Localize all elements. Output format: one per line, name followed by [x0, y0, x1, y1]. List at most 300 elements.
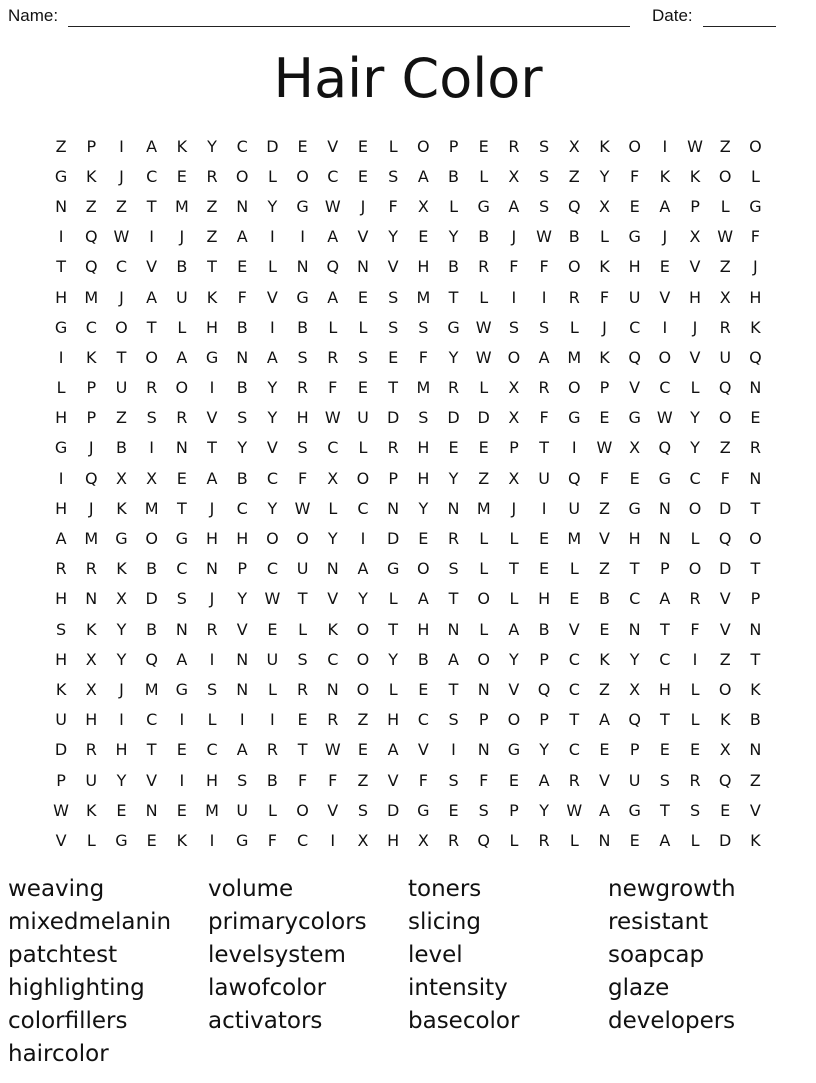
- grid-cell: N: [658, 498, 671, 518]
- grid-cell: W: [596, 438, 613, 458]
- word-bank-item: glaze: [608, 975, 670, 1001]
- grid-cell: O: [658, 347, 672, 367]
- word-bank-item: highlighting: [8, 975, 145, 1001]
- grid-cell: R: [176, 408, 188, 428]
- grid-cell: I: [662, 317, 668, 337]
- grid-cell: W: [324, 408, 341, 428]
- grid-cell: R: [297, 378, 309, 398]
- grid-cell: L: [358, 438, 368, 458]
- grid-cell: S: [237, 770, 248, 790]
- grid-row: [46, 373, 771, 403]
- grid-cell: S: [297, 649, 308, 669]
- grid-cell: I: [511, 287, 517, 307]
- grid-cell: C: [327, 649, 339, 669]
- grid-cell: Y: [237, 438, 248, 458]
- grid-cell: H: [55, 408, 68, 428]
- grid-cell: I: [179, 770, 185, 790]
- grid-cell: N: [749, 619, 762, 639]
- grid-row: [46, 735, 771, 765]
- grid-cell: T: [448, 679, 459, 699]
- grid-cell: Z: [719, 257, 731, 277]
- grid-cell: S: [448, 710, 459, 730]
- grid-cell: X: [115, 589, 127, 609]
- grid-cell: G: [386, 559, 400, 579]
- grid-cell: V: [719, 619, 731, 639]
- grid-cell: Q: [567, 196, 581, 216]
- page-title: Hair Color: [273, 47, 543, 110]
- grid-cell: E: [176, 166, 187, 186]
- grid-row: [46, 433, 771, 463]
- grid-cell: T: [629, 559, 640, 579]
- date-label: Date:: [652, 6, 693, 25]
- grid-cell: A: [146, 136, 158, 156]
- grid-cell: E: [659, 257, 670, 277]
- grid-cell: I: [270, 227, 275, 247]
- grid-cell: U: [266, 649, 279, 669]
- grid-cell: F: [720, 468, 730, 488]
- grid-cell: B: [417, 649, 429, 669]
- grid-cell: J: [119, 287, 124, 307]
- grid-cell: A: [146, 287, 158, 307]
- grid-cell: U: [568, 498, 581, 518]
- grid-cell: F: [479, 770, 489, 790]
- grid-cell: M: [84, 287, 99, 307]
- grid-cell: Q: [84, 468, 98, 488]
- grid-cell: Z: [115, 196, 127, 216]
- grid-cell: G: [115, 830, 128, 850]
- word-bank-item: newgrowth: [608, 876, 736, 902]
- grid-cell: K: [659, 166, 671, 186]
- grid-cell: A: [176, 347, 188, 367]
- grid-cell: Q: [628, 347, 641, 367]
- grid-cell: M: [205, 800, 219, 820]
- grid-cell: S: [206, 679, 218, 699]
- grid-cell: T: [750, 498, 761, 518]
- grid-cell: C: [176, 559, 188, 579]
- grid-cell: X: [629, 679, 641, 699]
- grid-cell: I: [58, 468, 64, 488]
- grid-cell: O: [115, 317, 128, 337]
- grid-cell: R: [508, 136, 520, 156]
- grid-cell: P: [539, 710, 549, 730]
- grid-cell: L: [569, 559, 579, 579]
- grid-cell: L: [388, 136, 398, 156]
- grid-cell: A: [357, 559, 369, 579]
- grid-cell: T: [146, 196, 157, 216]
- grid-cell: T: [659, 619, 670, 639]
- grid-cell: A: [327, 287, 339, 307]
- grid-cell: R: [206, 619, 218, 639]
- grid-cell: L: [358, 317, 368, 337]
- grid-cell: M: [84, 529, 99, 549]
- grid-cell: Z: [206, 227, 218, 247]
- grid-cell: F: [418, 770, 428, 790]
- grid-cell: Q: [718, 378, 732, 398]
- grid-cell: E: [146, 830, 157, 850]
- grid-cell: E: [357, 378, 369, 398]
- grid-cell: N: [477, 679, 490, 699]
- grid-cell: P: [86, 378, 97, 398]
- grid-cell: G: [628, 227, 641, 247]
- grid-cell: O: [688, 559, 702, 579]
- grid-cell: C: [115, 257, 128, 277]
- grid-cell: N: [236, 679, 249, 699]
- grid-cell: Q: [326, 257, 340, 277]
- grid-cell: J: [119, 166, 124, 186]
- grid-cell: L: [479, 559, 489, 579]
- grid-cell: B: [448, 166, 460, 186]
- grid-cell: X: [417, 196, 429, 216]
- grid-cell: G: [236, 830, 249, 850]
- grid-cell: T: [207, 438, 217, 458]
- grid-cell: O: [145, 347, 158, 367]
- grid-cell: N: [55, 196, 68, 216]
- grid-cell: S: [297, 438, 308, 458]
- grid-cell: L: [569, 830, 579, 850]
- grid-cell: X: [629, 438, 641, 458]
- grid-cell: I: [541, 498, 547, 518]
- word-bank-item: volume: [208, 876, 294, 902]
- grid-cell: Q: [628, 710, 641, 730]
- grid-row: [46, 644, 771, 674]
- grid-cell: K: [86, 619, 97, 639]
- grid-cell: I: [692, 649, 698, 669]
- grid-cell: A: [236, 227, 248, 247]
- grid-cell: L: [479, 166, 489, 186]
- grid-cell: V: [327, 136, 339, 156]
- grid-cell: G: [447, 317, 460, 337]
- grid-cell: C: [689, 468, 701, 488]
- grid-cell: R: [447, 529, 460, 549]
- grid-cell: S: [689, 800, 701, 820]
- grid-cell: G: [296, 196, 309, 216]
- grid-cell: X: [508, 408, 520, 428]
- grid-cell: K: [599, 649, 610, 669]
- grid-cell: U: [357, 408, 369, 428]
- grid-cell: J: [360, 196, 366, 216]
- grid-cell: E: [629, 196, 640, 216]
- grid-cell: E: [418, 529, 429, 549]
- grid-cell: O: [296, 800, 309, 820]
- grid-cell: S: [539, 166, 550, 186]
- grid-cell: H: [55, 649, 68, 669]
- grid-cell: U: [55, 710, 67, 730]
- grid-cell: B: [297, 317, 309, 337]
- grid-cell: O: [507, 347, 521, 367]
- grid-cell: B: [266, 770, 278, 790]
- grid-cell: S: [357, 800, 369, 820]
- grid-cell: G: [115, 529, 128, 549]
- grid-cell: J: [119, 679, 124, 699]
- grid-cell: P: [539, 649, 549, 669]
- grid-cell: T: [659, 800, 670, 820]
- grid-cell: R: [327, 710, 339, 730]
- grid-cell: Z: [55, 136, 67, 156]
- grid-cell: E: [297, 136, 308, 156]
- grid-cell: N: [749, 468, 762, 488]
- grid-cell: F: [297, 468, 308, 488]
- grid-cell: H: [236, 529, 249, 549]
- grid-cell: V: [266, 438, 278, 458]
- grid-cell: Y: [539, 800, 549, 820]
- grid-cell: E: [629, 830, 640, 850]
- grid-cell: K: [116, 498, 127, 518]
- grid-cell: W: [687, 136, 703, 156]
- grid-cell: Q: [84, 227, 98, 247]
- grid-cell: Q: [658, 438, 672, 458]
- grid-cell: X: [115, 468, 127, 488]
- grid-cell: E: [629, 468, 640, 488]
- grid-cell: Z: [598, 498, 610, 518]
- grid-cell: T: [750, 559, 761, 579]
- grid-cell: I: [541, 287, 547, 307]
- grid-cell: V: [146, 770, 158, 790]
- grid-cell: Y: [267, 498, 278, 518]
- grid-cell: K: [750, 830, 761, 850]
- word-bank-column: [608, 873, 736, 1038]
- grid-cell: P: [509, 438, 519, 458]
- grid-cell: O: [417, 559, 430, 579]
- grid-cell: G: [628, 408, 641, 428]
- grid-cell: X: [357, 830, 369, 850]
- grid-cell: G: [54, 317, 68, 337]
- grid-cell: F: [267, 830, 277, 850]
- grid-cell: G: [749, 196, 762, 216]
- word-bank-item: primarycolors: [208, 909, 367, 935]
- grid-cell: E: [418, 227, 429, 247]
- grid-cell: V: [689, 257, 701, 277]
- grid-cell: R: [689, 589, 701, 609]
- grid-cell: T: [56, 257, 66, 277]
- grid-cell: E: [599, 408, 610, 428]
- grid-cell: L: [267, 166, 277, 186]
- grid-cell: J: [662, 227, 668, 247]
- grid-cell: I: [58, 347, 64, 367]
- grid-cell: H: [55, 498, 68, 518]
- grid-cell: H: [55, 589, 68, 609]
- grid-cell: W: [717, 227, 734, 247]
- grid-cell: V: [206, 408, 218, 428]
- grid-cell: O: [507, 710, 521, 730]
- grid-cell: K: [599, 257, 610, 277]
- grid-cell: L: [267, 800, 277, 820]
- grid-cell: B: [448, 257, 460, 277]
- grid-cell: E: [418, 679, 429, 699]
- grid-cell: H: [689, 287, 702, 307]
- grid-cell: J: [209, 589, 215, 609]
- grid-cell: O: [567, 257, 581, 277]
- grid-cell: L: [509, 589, 519, 609]
- grid-cell: N: [326, 679, 339, 699]
- grid-cell: X: [598, 196, 610, 216]
- grid-cell: K: [86, 800, 97, 820]
- grid-cell: T: [569, 710, 580, 730]
- grid-cell: S: [56, 619, 67, 639]
- grid-cell: R: [538, 378, 550, 398]
- grid-cell: L: [207, 710, 217, 730]
- grid-cell: U: [175, 287, 188, 307]
- grid-cell: Y: [599, 166, 610, 186]
- grid-cell: O: [477, 589, 491, 609]
- date-field[interactable]: [703, 26, 776, 27]
- grid-cell: Z: [478, 468, 490, 488]
- word-bank-item: soapcap: [608, 942, 705, 968]
- grid-cell: N: [598, 830, 611, 850]
- grid-cell: T: [388, 619, 399, 639]
- grid-cell: I: [149, 227, 155, 247]
- grid-cell: L: [479, 287, 489, 307]
- grid-cell: D: [266, 136, 279, 156]
- grid-cell: X: [568, 136, 580, 156]
- word-bank-column: [8, 873, 171, 1071]
- grid-cell: X: [417, 830, 429, 850]
- grid-cell: U: [85, 770, 98, 790]
- grid-cell: V: [568, 619, 580, 639]
- grid-cell: F: [690, 619, 700, 639]
- grid-cell: G: [205, 347, 219, 367]
- grid-cell: T: [176, 498, 187, 518]
- grid-cell: N: [206, 559, 219, 579]
- grid-cell: F: [750, 227, 760, 247]
- grid-cell: Z: [598, 679, 610, 699]
- grid-cell: L: [720, 196, 730, 216]
- grid-cell: V: [508, 679, 520, 699]
- grid-cell: P: [237, 559, 248, 579]
- grid-cell: F: [509, 257, 519, 277]
- grid-cell: C: [629, 317, 641, 337]
- grid-cell: V: [357, 227, 369, 247]
- grid-row: [46, 674, 771, 704]
- grid-cell: Y: [629, 649, 640, 669]
- grid-cell: J: [602, 317, 607, 337]
- grid-cell: N: [296, 257, 309, 277]
- grid-cell: R: [266, 740, 278, 760]
- grid-cell: E: [478, 136, 489, 156]
- grid-cell: S: [146, 408, 157, 428]
- grid-cell: O: [628, 136, 641, 156]
- grid-cell: T: [539, 438, 549, 458]
- grid-cell: M: [567, 529, 582, 549]
- grid-cell: C: [266, 559, 278, 579]
- grid-cell: P: [448, 136, 459, 156]
- grid-cell: S: [237, 408, 248, 428]
- word-bank-item: levelsystem: [208, 942, 346, 968]
- grid-cell: W: [566, 800, 583, 820]
- grid-cell: W: [324, 196, 341, 216]
- grid-cell: X: [327, 468, 339, 488]
- grid-cell: R: [749, 438, 761, 458]
- grid-cell: A: [659, 830, 671, 850]
- grid-cell: A: [508, 196, 520, 216]
- grid-cell: O: [356, 468, 370, 488]
- grid-cell: K: [599, 347, 610, 367]
- grid-cell: M: [476, 498, 491, 518]
- grid-cell: C: [297, 830, 309, 850]
- grid-cell: H: [749, 287, 762, 307]
- grid-cell: E: [237, 257, 248, 277]
- grid-cell: S: [448, 559, 459, 579]
- grid-cell: D: [54, 740, 68, 760]
- grid-cell: N: [447, 498, 460, 518]
- grid-cell: R: [568, 287, 580, 307]
- word-bank-item: slicing: [408, 909, 481, 935]
- grid-cell: S: [539, 317, 550, 337]
- grid-cell: L: [690, 830, 700, 850]
- grid-cell: C: [568, 649, 580, 669]
- word-search-grid: [46, 131, 771, 856]
- grid-cell: N: [236, 649, 249, 669]
- grid-cell: K: [599, 136, 610, 156]
- grid-cell: Z: [719, 438, 731, 458]
- grid-cell: C: [206, 740, 218, 760]
- grid-cell: H: [417, 468, 430, 488]
- grid-cell: A: [55, 529, 67, 549]
- grid-cell: L: [479, 619, 489, 639]
- grid-cell: X: [508, 468, 520, 488]
- grid-cell: U: [236, 800, 249, 820]
- grid-cell: N: [236, 347, 249, 367]
- grid-cell: Z: [357, 770, 369, 790]
- grid-row: [46, 584, 771, 614]
- grid-cell: H: [206, 317, 219, 337]
- grid-cell: B: [749, 710, 761, 730]
- grid-cell: Y: [388, 227, 399, 247]
- grid-row: [46, 463, 771, 493]
- grid-cell: R: [206, 166, 218, 186]
- grid-cell: A: [659, 196, 671, 216]
- grid-cell: L: [690, 679, 700, 699]
- grid-cell: H: [206, 529, 219, 549]
- grid-cell: Y: [267, 378, 278, 398]
- grid-cell: E: [116, 800, 127, 820]
- grid-cell: K: [327, 619, 339, 639]
- grid-cell: I: [451, 740, 456, 760]
- grid-cell: A: [417, 166, 429, 186]
- grid-cell: F: [539, 257, 549, 277]
- grid-cell: P: [660, 559, 670, 579]
- grid-cell: Y: [388, 649, 399, 669]
- grid-cell: L: [449, 196, 458, 216]
- grid-cell: C: [236, 136, 248, 156]
- grid-cell: F: [539, 408, 549, 428]
- name-field[interactable]: [68, 26, 630, 27]
- grid-cell: E: [599, 619, 610, 639]
- grid-cell: L: [750, 166, 760, 186]
- word-bank-item: intensity: [408, 975, 508, 1001]
- grid-cell: R: [689, 770, 701, 790]
- grid-cell: V: [146, 257, 158, 277]
- grid-cell: D: [386, 800, 400, 820]
- grid-cell: Y: [116, 770, 127, 790]
- grid-cell: U: [628, 770, 641, 790]
- grid-cell: Z: [749, 770, 761, 790]
- word-bank-column: [208, 873, 367, 1038]
- grid-cell: Y: [327, 529, 338, 549]
- grid-cell: M: [144, 498, 159, 518]
- grid-cell: S: [388, 287, 399, 307]
- grid-cell: D: [719, 830, 732, 850]
- grid-cell: E: [478, 438, 489, 458]
- grid-cell: P: [599, 378, 610, 398]
- grid-cell: X: [146, 468, 158, 488]
- grid-cell: H: [417, 619, 430, 639]
- grid-cell: Q: [84, 257, 98, 277]
- grid-cell: G: [507, 740, 521, 760]
- grid-cell: C: [85, 317, 97, 337]
- grid-cell: K: [719, 710, 731, 730]
- grid-cell: S: [388, 166, 399, 186]
- grid-cell: L: [600, 227, 609, 247]
